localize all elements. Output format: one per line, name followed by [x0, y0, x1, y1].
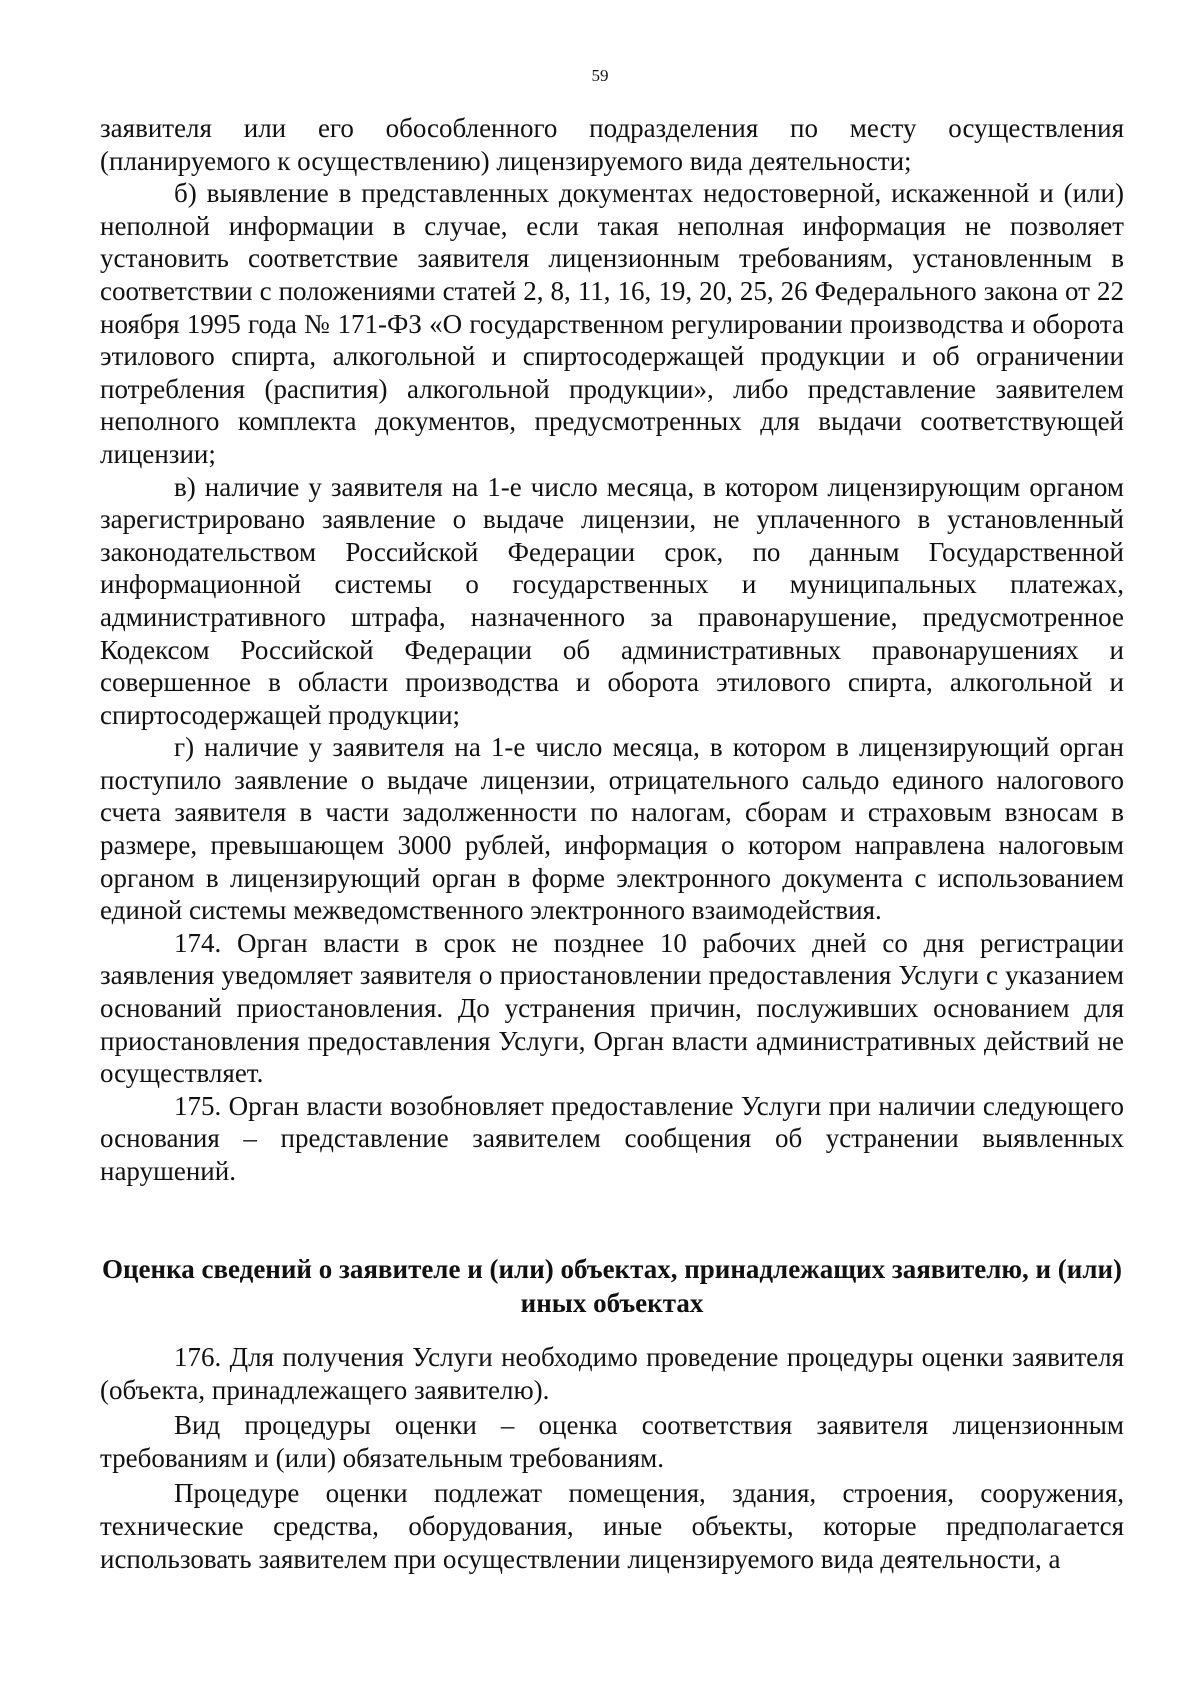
paragraph-assessment-type: Вид процедуры оценки – оценка соответствия заявителя лицензионным требованиям и (или) обязательным требованиям. [100, 1410, 1124, 1473]
page-number: 59 [591, 66, 609, 85]
paragraph-174: 174. Орган власти в срок не позднее 10 рабочих дней со дня регистрации заявления уведомляет заявителя о приостановлении предоставления Услуги с указанием оснований приостановления. До устранения причин, послуживших основанием для приостановления предоставления Услуги, Орган власти административных действий не осуществляет. [100, 927, 1124, 1089]
paragraph-176: 176. Для получения Услуги необходимо проведение процедуры оценки заявителя (объекта, принадлежащего заявителю). [100, 1342, 1124, 1405]
paragraph-175: 175. Орган власти возобновляет предоставление Услуги при наличии следующего основания – представление заявителем сообщения об устранении выявленных нарушений. [100, 1090, 1124, 1186]
section-heading: Оценка сведений о заявителе и (или) объектах, принадлежащих заявителю, и (или) иных объектах [101, 1254, 1123, 1318]
paragraph-item-g: г) наличие у заявителя на 1-е число месяца, в котором в лицензирующий орган поступило заявление о выдаче лицензии, отрицательного сальдо единого налогового счета заявителя в части задолженности по налогам, сборам и страховым взносам в размере, превышающем 3000 рублей, информация о котором направлена налоговым органом в лицензирующий орган в форме электронного документа с использованием единой системы межведомственного электронного взаимодействия. [100, 732, 1124, 926]
paragraph-assessment-objects: Процедуре оценки подлежат помещения, здания, строения, сооружения, технические средства, оборудования, иные объекты, которые предполагается использовать заявителем при осуществлении лицензируемого вида деятельности, а [100, 1478, 1124, 1574]
paragraph-continuation: заявителя или его обособленного подразделения по месту осуществления (планируемого к осуществлению) лицензируемого вида деятельности; [100, 113, 1124, 176]
body-text-bottom [100, 1341, 1124, 1575]
paragraph-item-v: в) наличие у заявителя на 1-е число месяца, в котором лицензирующим органом зарегистрировано заявление о выдаче лицензии, не уплаченного в установленный законодательством Российской Федерации срок, по данным Государственной информационной системы о государственных и муниципальных платежах, административного штрафа, назначенного за правонарушение, предусмотренное Кодексом Российской Федерации об административных правонарушениях и совершенное в области производства и оборота этилового спирта, алкогольной и спиртосодержащей продукции; [100, 471, 1124, 730]
paragraph-item-b: б) выявление в представленных документах недостоверной, искаженной и (или) неполной информации в случае, если такая неполная информация не позволяет установить соответствие заявителя лицензионным требованиям, установленным в соответствии с положениями статей 2, 8, 11, 16, 19, 20, 25, 26 Федерального закона от 22 ноября 1995 года № 171-ФЗ «О государственном регулировании производства и оборота этилового спирта, алкогольной и спиртосодержащей продукции и об ограничении потребления (распития) алкогольной продукции», либо представление заявителем неполного комплекта документов, предусмотренных для выдачи соответствующей лицензии; [100, 178, 1124, 469]
body-text-top [100, 112, 1124, 1188]
